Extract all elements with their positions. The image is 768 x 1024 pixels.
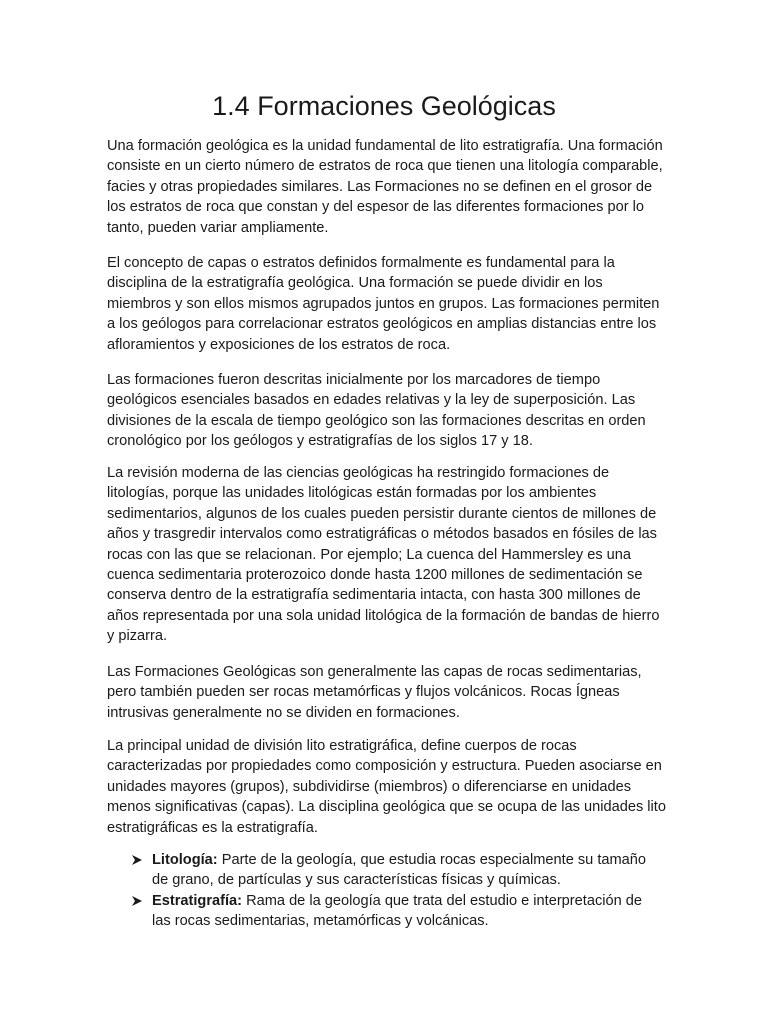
definition-text: Rama de la geología que trata del estudio e interpretación de las rocas sedimentarias, metamórficas y volcánicas.: [152, 892, 643, 930]
page-title: 1.4 Formaciones Geológicas: [212, 91, 556, 121]
definition-text: Parte de la geología, que estudia rocas especialmente su tamaño de grano, de partículas y sus características físicas y químicas.: [152, 852, 647, 889]
definition-item-estratigrafia: [131, 891, 661, 932]
definition-list: [131, 850, 661, 932]
arrowhead-bullet-icon: [131, 895, 143, 907]
paragraph-5: Las Formaciones Geológicas son generalmente las capas de rocas sedimentarias, pero también pueden ser rocas metamórficas y flujos volcánicos. Rocas Ígneas intrusivas generalmente no se dividen en formaciones.: [107, 664, 642, 721]
arrowhead-bullet-icon: [131, 854, 143, 866]
paragraph-4: La revisión moderna de las ciencias geológicas ha restringido formaciones de litologías, porque las unidades litológicas están formadas por los ambientes sedimentarios, algunos de los cuales pueden persistir durante cientos de millones de años y trasgredir intervalos como estratigráficas o métodos basados en fósiles de las rocas con las que se relacionan. Por ejemplo; La cuenca del Hammersley es una cuenca sedimentaria proterozoico donde hasta 1200 millones de sedimentación se conserva dentro de la estratigrafía sedimentaria intacta, con hasta 300 millones de años representada por una sola unidad litológica de la formación de bandas de hierro y pizarra.: [107, 465, 660, 645]
paragraph-3: Las formaciones fueron descritas inicialmente por los marcadores de tiempo geológicos esenciales basados en edades relativas y la ley de superposición. Las divisiones de la escala de tiempo geológico son las formaciones descritas en orden cronológico por los geólogos y estratigrafías de los siglos 17 y 18.: [107, 372, 646, 450]
paragraph-2: El concepto de capas o estratos definidos formalmente es fundamental para la disciplina de la estratigrafía geológica. Una formación se puede dividir en los miembros y son ellos mismos agrupados juntos en grupos. Las formaciones permiten a los geólogos para correlacionar estratos geológicos en amplias distancias entre los afloramientos y exposiciones de los estratos de roca.: [107, 255, 660, 353]
definition-term: Litología:: [152, 852, 218, 868]
paragraph-1: Una formación geológica es la unidad fundamental de lito estratigrafía. Una formación consiste en un cierto número de estratos de roca que tienen una litología comparable, facies y otras propiedades similares. Las Formaciones no se definen en el grosor de los estratos de roca que constan y del espesor de las diferentes formaciones por lo tanto, pueden variar ampliamente.: [107, 138, 663, 236]
paragraph-6: La principal unidad de división lito estratigráfica, define cuerpos de rocas caracterizadas por propiedades como composición y estructura. Pueden asociarse en unidades mayores (grupos), subdividirse (miembros) o diferenciarse en unidades menos significativas (capas). La disciplina geológica que se ocupa de las unidades lito estratigráficas es la estratigrafía.: [107, 738, 666, 836]
definition-item-litologia: [131, 850, 661, 891]
definition-term: Estratigrafía:: [152, 892, 243, 909]
